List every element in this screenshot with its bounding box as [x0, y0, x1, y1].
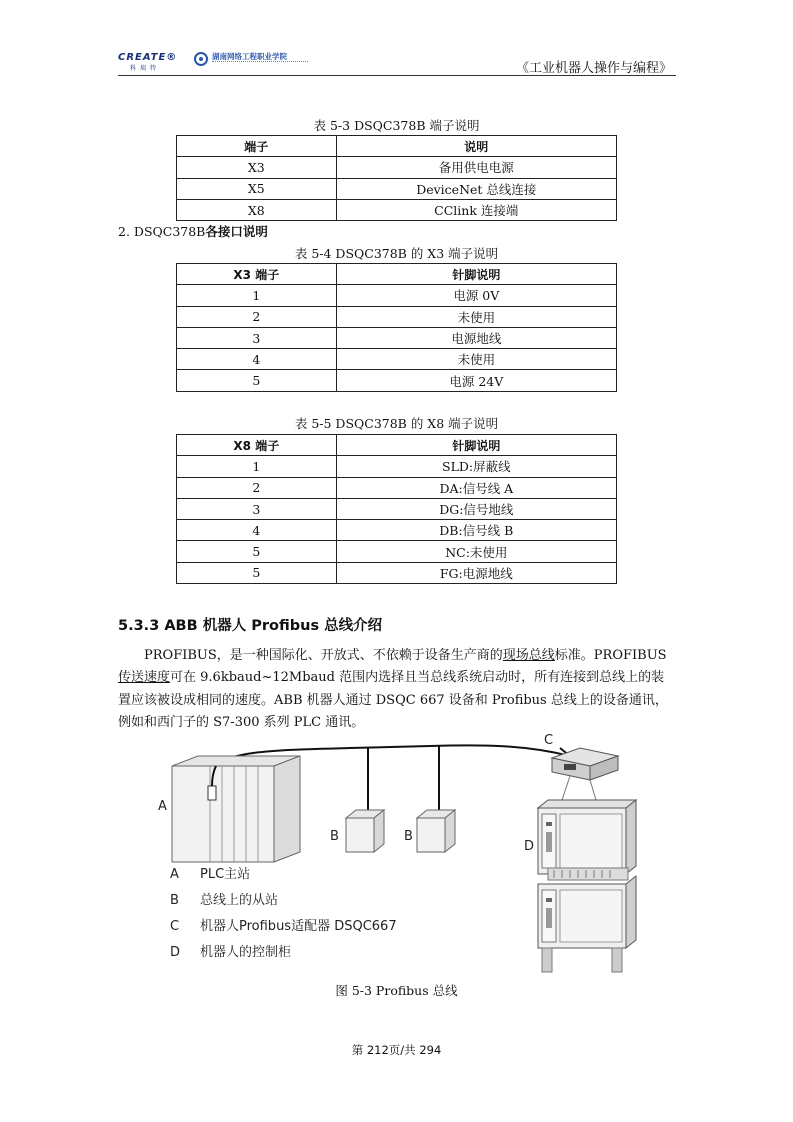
table-cell: 1: [177, 285, 337, 306]
slave-box-2: [417, 810, 455, 852]
section-paragraph: [118, 645, 678, 734]
create-logo-text: CREATE®: [118, 52, 178, 63]
paragraph-line-1: [118, 645, 678, 667]
legend-key: A: [170, 867, 179, 882]
legend-text: 总线上的从站: [200, 893, 279, 908]
subheading-code: DSQC378B: [133, 224, 206, 239]
table-header-row: [177, 264, 617, 285]
table-cell: 2: [177, 306, 337, 327]
legend-key: C: [170, 919, 180, 934]
table-cell: 3: [177, 327, 337, 348]
table-cell: DG:信号地线: [336, 498, 616, 519]
figure-caption: 图 5-3 Profibus 总线: [335, 983, 458, 998]
subheading: [118, 222, 268, 240]
table-row: [177, 456, 617, 477]
table-row: [177, 327, 617, 348]
table-row: [177, 562, 617, 583]
book-title: 《工业机器人操作与编程》: [515, 61, 672, 76]
table-cell: 电源地线: [336, 327, 616, 348]
underlined-term: 传送速度: [118, 670, 171, 686]
underlined-term: 现场总线: [502, 648, 555, 663]
table-5-3: [176, 135, 617, 221]
table-cell: 5: [177, 541, 337, 562]
table-header-cell: 说明: [336, 136, 616, 157]
table-header-row: [177, 136, 617, 157]
table-cell: NC:未使用: [336, 541, 616, 562]
table-cell: 2: [177, 477, 337, 498]
subheading-text: 各接口说明: [205, 224, 268, 239]
table-row: [177, 285, 617, 306]
paragraph-line-3: 置应该被设成相同的速度。ABB 机器人通过 DSQC 667 设备和 Profibus 总线上的设备通讯，: [118, 692, 668, 708]
table-row: [177, 370, 617, 391]
table-header-cell: 针脚说明: [336, 264, 616, 285]
table-5-4-caption: 表 5-4 DSQC378B 的 X3 端子说明: [294, 246, 499, 261]
table-cell: X8: [177, 199, 337, 220]
table-cell: 4: [177, 349, 337, 370]
paragraph-text: 标准。PROFIBUS: [554, 648, 667, 663]
table-5-5: [176, 434, 617, 584]
table-row: [177, 477, 617, 498]
table-cell: X3: [177, 157, 337, 178]
section-title: 5.3.3 ABB 机器人 Profibus 总线介绍: [118, 618, 383, 634]
table-cell: SLD:屏蔽线: [336, 456, 616, 477]
table-header-row: [177, 435, 617, 456]
table-row: [177, 541, 617, 562]
slave-box-1: [346, 810, 384, 852]
subheading-number: 2.: [118, 224, 130, 239]
table-cell: 未使用: [336, 349, 616, 370]
figure-label-c: C: [544, 733, 554, 748]
school-logo: [194, 52, 314, 72]
table-row: [177, 306, 617, 327]
table-cell: DeviceNet 总线连接: [336, 178, 616, 199]
table-cell: 1: [177, 456, 337, 477]
table-5-3-caption: 表 5-3 DSQC378B 端子说明: [313, 118, 480, 133]
create-logo-subtext: 科瑞特: [130, 65, 161, 72]
paragraph-text: PROFIBUS，是一种国际化、开放式、不依赖于设备生产商的: [144, 648, 503, 663]
figure-label-b1: B: [330, 829, 339, 844]
page-number: 第 212页/共 294: [351, 1043, 442, 1057]
figure-legend: [170, 866, 397, 960]
figure-label-b2: B: [404, 829, 413, 844]
profibus-figure: [150, 726, 650, 976]
table-header-cell: X8 端子: [177, 435, 337, 456]
legend-text: 机器人的控制柜: [200, 945, 292, 960]
figure-label-d: D: [524, 839, 535, 854]
plc-rack: [172, 756, 300, 862]
table-cell: 电源 0V: [336, 285, 616, 306]
profibus-diagram: [150, 726, 650, 976]
table-cell: 电源 24V: [336, 370, 616, 391]
table-row: [177, 199, 617, 220]
legend-key: B: [170, 893, 179, 908]
table-cell: 5: [177, 562, 337, 583]
table-5-5-caption: 表 5-5 DSQC378B 的 X8 端子说明: [294, 416, 499, 431]
table-cell: CClink 连接端: [336, 199, 616, 220]
figure-label-a: A: [158, 799, 167, 814]
table-cell: X5: [177, 178, 337, 199]
table-cell: 备用供电电源: [336, 157, 616, 178]
create-logo: [118, 52, 182, 72]
table-cell: FG:电源地线: [336, 562, 616, 583]
table-cell: 5: [177, 370, 337, 391]
table-header-cell: 针脚说明: [336, 435, 616, 456]
table-cell: DB:信号线 B: [336, 520, 616, 541]
school-seal-icon: [194, 52, 208, 66]
table-cell: 3: [177, 498, 337, 519]
legend-text: 机器人Profibus适配器 DSQC667: [200, 919, 397, 934]
paragraph-text: 可在 9.6kbaud~12Mbaud 范围内选择且当总线系统启动时，所有连接到总线上的装: [170, 670, 665, 686]
paragraph-line-2: [118, 667, 678, 689]
paragraph-line-4: 例如和西门子的 S7-300 系列 PLC 通讯。: [118, 714, 365, 730]
table-header-cell: 端子: [177, 136, 337, 157]
table-cell: DA:信号线 A: [336, 477, 616, 498]
legend-key: D: [170, 945, 181, 960]
table-row: [177, 349, 617, 370]
school-name: 湖南网络工程职业学院: [212, 52, 287, 61]
robot-controller-cabinet: [538, 800, 636, 972]
table-cell: 未使用: [336, 306, 616, 327]
page-header: [118, 46, 676, 76]
profibus-adapter: [552, 748, 618, 800]
table-header-cell: X3 端子: [177, 264, 337, 285]
table-cell: 4: [177, 520, 337, 541]
table-5-4: [176, 263, 617, 392]
table-row: [177, 178, 617, 199]
table-row: [177, 520, 617, 541]
table-row: [177, 498, 617, 519]
school-name-english-line: [212, 61, 308, 64]
legend-text: PLC主站: [200, 867, 251, 882]
table-row: [177, 157, 617, 178]
